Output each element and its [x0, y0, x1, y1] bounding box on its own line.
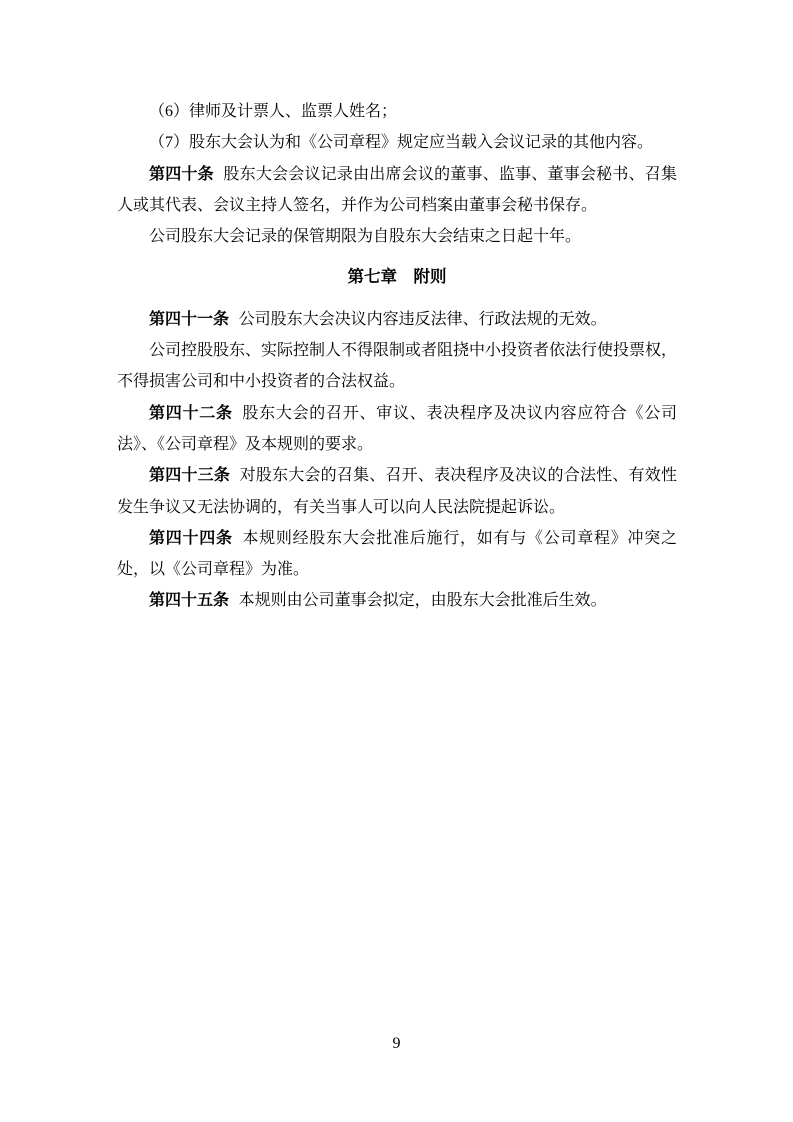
article-45-paragraph: [117, 585, 677, 616]
article-42-paragraph: [117, 398, 677, 461]
article-term: 第四十三条: [149, 467, 231, 485]
list-item-6: [117, 96, 677, 127]
paragraph-text: （6）律师及计票人、监票人姓名；: [149, 103, 398, 120]
paragraph-text: 本规则由公司董事会拟定，由股东大会批准后生效。: [238, 592, 607, 610]
list-item-7: [117, 127, 677, 158]
paragraph-text: 股东大会的召开、审议、表决程序及决议内容应符合《公司法》、《公司章程》及本规则的要求。: [117, 404, 677, 453]
paragraph-text: （7）股东大会认为和《公司章程》规定应当载入会议记录的其他内容。: [149, 134, 654, 152]
article-44-paragraph: [117, 523, 677, 586]
paragraph-text: 公司股东大会记录的保管期限为自股东大会结束之日起十年。: [149, 228, 582, 246]
document-body: [117, 96, 677, 617]
article-term: 第四十五条: [149, 592, 230, 610]
paragraph-text: 公司控股股东、实际控制人不得限制或者阻挠中小投资者依法行使投票权，不得损害公司和中小投资者的合法权益。: [117, 342, 678, 391]
page-footer: [0, 1034, 793, 1054]
article-term: 第四十条: [149, 165, 214, 183]
chapter-heading: 第七章 附则: [347, 267, 447, 287]
article-40-paragraph: [117, 159, 677, 222]
paragraph-text: 公司股东大会决议内容违反法律、行政法规的无效。: [238, 310, 607, 328]
article-40-subparagraph: [117, 221, 677, 252]
article-term: 第四十四条: [149, 529, 233, 547]
paragraph-text: 本规则经股东大会批准后施行，如有与《公司章程》冲突之处，以《公司章程》为准。: [117, 529, 677, 579]
paragraph-text: 股东大会会议记录由出席会议的董事、监事、董事会秘书、召集人或其代表、会议主持人签名，并作为公司档案由董事会秘书保存。: [117, 165, 677, 214]
page-number: 9: [392, 1035, 401, 1052]
article-41-paragraph: [117, 304, 677, 335]
article-term: 第四十二条: [149, 404, 233, 422]
paragraph-text: 对股东大会的召集、召开、表决程序及决议的合法性、有效性发生争议又无法协调的，有关当事人可以向人民法院提起诉讼。: [117, 467, 677, 516]
article-43-paragraph: [117, 460, 677, 523]
article-41-subparagraph: [117, 335, 677, 398]
article-term: 第四十一条: [149, 310, 230, 328]
